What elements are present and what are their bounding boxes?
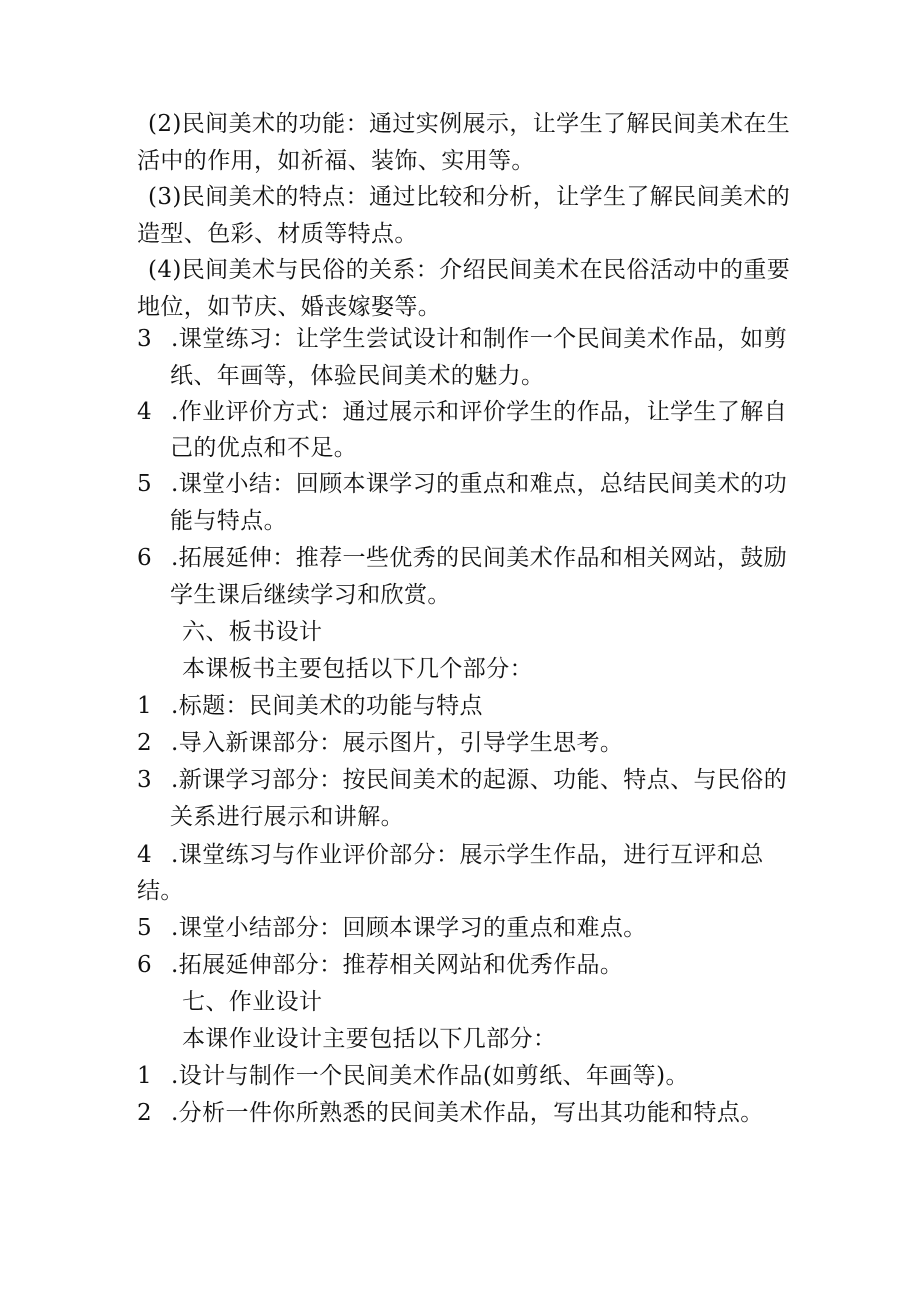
board-item-1-text: .标题：民间美术的功能与特点: [171, 693, 483, 719]
board-item-4-line1: [137, 840, 764, 870]
board-item-6-text: .拓展延伸部分：推荐相关网站和优秀作品。: [171, 952, 624, 978]
step-6-line2: 学生课后继续学习和欣赏。: [170, 582, 451, 608]
homework-item-1: [137, 1061, 689, 1091]
board-item-3-number: 3: [137, 767, 153, 793]
step-4-number: 4: [137, 399, 153, 425]
section-6-intro: 本课板书主要包括以下几个部分：: [182, 656, 533, 682]
homework-item-2: [137, 1098, 764, 1128]
board-item-2-number: 2: [137, 730, 153, 756]
step-6-number: 6: [137, 545, 153, 571]
board-item-3-text: .新课学习部分：按民间美术的起源、功能、特点、与民俗的: [171, 767, 788, 793]
step-3-line1: [137, 324, 787, 354]
board-item-4-number: 4: [137, 842, 153, 868]
step-5-line2: 能与特点。: [170, 508, 287, 534]
sub-item-3-line2: 造型、色彩、材质等特点。: [137, 221, 418, 247]
sub-item-4-line2: 地位，如节庆、婚丧嫁娶等。: [137, 294, 442, 320]
board-item-2-text: .导入新课部分：展示图片，引导学生思考。: [171, 730, 624, 756]
step-3-line2: 纸、年画等，体验民间美术的魅力。: [170, 363, 545, 389]
step-4-line2: 己的优点和不足。: [170, 435, 358, 461]
step-5-text: .课堂小结：回顾本课学习的重点和难点，总结民间美术的功: [171, 471, 788, 497]
sub-item-2-line1: (2)民间美术的功能：通过实例展示，让学生了解民间美术在生: [148, 111, 791, 137]
board-item-6: [137, 950, 623, 980]
board-item-5-text: .课堂小结部分：回顾本课学习的重点和难点。: [171, 915, 647, 941]
board-item-5-number: 5: [137, 915, 153, 941]
sub-item-4-line1: (4)民间美术与民俗的关系：介绍民间美术在民俗活动中的重要: [148, 257, 791, 283]
step-6-line1: [137, 543, 787, 573]
board-item-2: [137, 728, 623, 758]
homework-item-2-number: 2: [137, 1100, 153, 1126]
board-item-6-number: 6: [137, 952, 153, 978]
step-5-line1: [137, 469, 787, 499]
board-item-3-line2: 关系进行展示和讲解。: [170, 804, 404, 830]
step-5-number: 5: [137, 471, 153, 497]
step-4-line1: [137, 397, 787, 427]
sub-item-3-line1: (3)民间美术的特点：通过比较和分析，让学生了解民间美术的: [148, 184, 791, 210]
homework-item-1-number: 1: [137, 1063, 153, 1089]
homework-item-1-text: .设计与制作一个民间美术作品(如剪纸、年画等)。: [171, 1063, 689, 1089]
step-3-text: .课堂练习：让学生尝试设计和制作一个民间美术作品，如剪: [171, 326, 788, 352]
section-7-heading: 七、作业设计: [182, 989, 323, 1015]
step-3-number: 3: [137, 326, 153, 352]
board-item-4-text: .课堂练习与作业评价部分：展示学生作品，进行互评和总: [171, 842, 764, 868]
step-6-text: .拓展延伸：推荐一些优秀的民间美术作品和相关网站，鼓励: [171, 545, 788, 571]
board-item-3-line1: [137, 765, 787, 795]
board-item-4-line2: 结。: [137, 878, 184, 904]
step-4-text: .作业评价方式：通过展示和评价学生的作品，让学生了解自: [171, 399, 788, 425]
sub-item-2-line2: 活中的作用，如祈福、装饰、实用等。: [137, 148, 535, 174]
section-6-heading: 六、板书设计: [182, 619, 323, 645]
board-item-1-number: 1: [137, 693, 153, 719]
homework-item-2-text: .分析一件你所熟悉的民间美术作品，写出其功能和特点。: [171, 1100, 764, 1126]
board-item-1: [137, 691, 483, 721]
section-7-intro: 本课作业设计主要包括以下几部分：: [182, 1026, 557, 1052]
board-item-5: [137, 913, 647, 943]
